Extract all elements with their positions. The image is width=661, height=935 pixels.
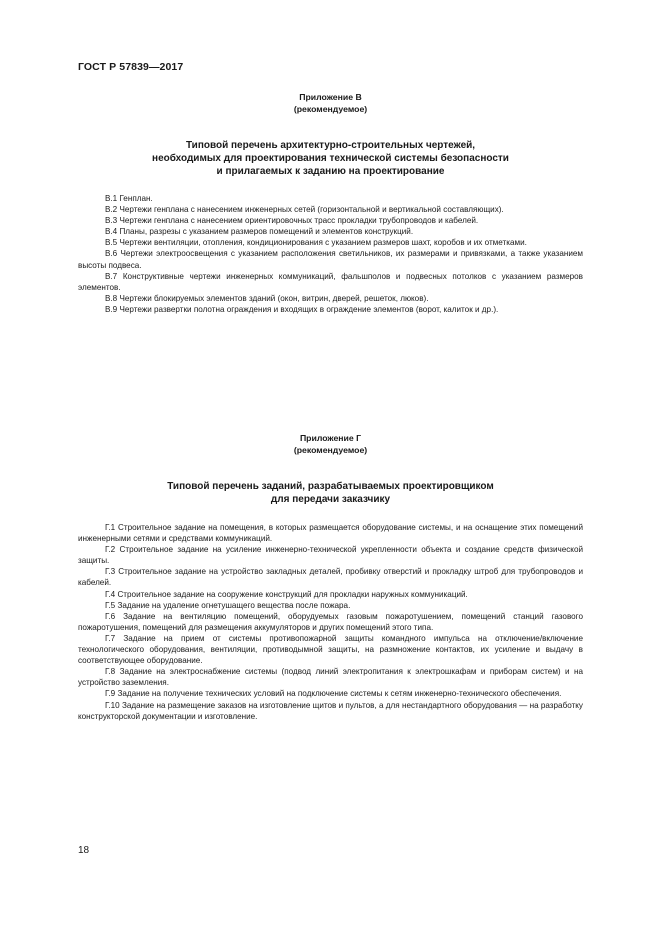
document-standard-number: ГОСТ Р 57839—2017 [78, 61, 184, 73]
appendix-v-title-line: необходимых для проектирования технической системы безопасности [152, 153, 509, 164]
appendix-g-label: Приложение Г [299, 433, 362, 443]
appendix-v-status: (рекомендуемое) [293, 103, 368, 114]
appendix-g-status: (рекомендуемое) [293, 444, 368, 455]
appendix-v [78, 92, 583, 315]
appendix-g-title [78, 480, 583, 506]
appendix-g-item: Г.10 Задание на размещение заказов на изготовление щитов и пультов, а для нестандартного оборудования — на разработку конструкторской документации и изготовление. [78, 700, 583, 721]
appendix-g-item-list [78, 522, 583, 722]
appendix-v-label: Приложение В [299, 92, 362, 102]
appendix-g-item: Г.5 Задание на удаление огнетушащего вещества после пожара. [105, 600, 351, 610]
appendix-v-title-line: Типовой перечень архитектурно-строительных чертежей, [185, 140, 476, 151]
appendix-v-item: В.4 Планы, разрезы с указанием размеров помещений и элементов конструкций. [105, 227, 414, 237]
appendix-g-title-line: для передачи заказчику [270, 494, 391, 505]
appendix-v-title [78, 139, 583, 178]
appendix-g-item: Г.4 Строительное задание на сооружение конструкций для прокладки наружных коммуникаций. [105, 589, 468, 599]
appendix-v-item: В.6 Чертежи электроосвещения с указанием расположения светильников, их размерами и привязками, а также указанием высоты подвеса. [78, 249, 583, 270]
appendix-g-title-line: Типовой перечень заданий, разрабатываемых проектировщиком [167, 481, 494, 492]
appendix-v-item: В.9 Чертежи развертки полотна ограждения и входящих в ограждение элементов (ворот, калиток и др.). [105, 304, 499, 314]
appendix-v-item: В.2 Чертежи генплана с нанесением инженерных сетей (горизонтальной и вертикальной составляющих). [105, 205, 504, 215]
appendix-g [78, 433, 583, 722]
appendix-v-item-list [78, 193, 583, 315]
appendix-v-item: В.5 Чертежи вентиляции, отопления, кондиционирования с указанием размеров шахт, коробов и их отметками. [105, 238, 527, 248]
appendix-g-item: Г.3 Строительное задание на устройство закладных деталей, пробивку отверстий и прокладку штроб для трубопроводов и кабелей. [78, 567, 583, 588]
appendix-g-item: Г.6 Задание на вентиляцию помещений, оборудуемых газовым пожаротушением, помещений станций газового пожаротушения, помещений для размещения аккумуляторов и других помещений этого типа. [78, 611, 583, 632]
appendix-v-item: В.1 Генплан. [105, 194, 153, 203]
appendix-g-item: Г.2 Строительное задание на усиление инженерно-технической укрепленности объекта и создание средств физической защиты. [78, 545, 583, 566]
appendix-v-item: В.7 Конструктивные чертежи инженерных коммуникаций, фальшполов и подвесных потолков с указанием размеров элементов. [78, 271, 583, 292]
appendix-g-item: Г.1 Строительное задание на помещения, в которых размещается оборудование системы, и на оснащение этих помещений инженерными сетями и средствами коммуникаций. [78, 523, 583, 544]
page-number: 18 [78, 845, 90, 856]
appendix-g-item: Г.9 Задание на получение технических условий на подключение системы к сетям инженерно-технического обеспечения. [105, 689, 562, 699]
appendix-v-item: В.3 Чертежи генплана с нанесением ориентировочных трасс прокладки трубопроводов и кабелей. [105, 216, 479, 226]
appendix-v-item: В.8 Чертежи блокируемых элементов зданий (окон, витрин, дверей, решеток, люков). [105, 293, 429, 303]
appendix-v-title-line: и прилагаемых к заданию на проектирование [216, 166, 445, 177]
appendix-g-item: Г.8 Задание на электроснабжение системы (подвод линий электропитания к электрошкафам и приборам систем) и на устройство заземления. [78, 667, 583, 688]
appendix-g-item: Г.7 Задание на прием от системы противопожарной защиты командного импульса на отключение/включение технологического оборудования, вентиляции, противодымной защиты, на размножение контактов, их усиление и выдачу в соответствующее оборудование. [78, 633, 583, 666]
